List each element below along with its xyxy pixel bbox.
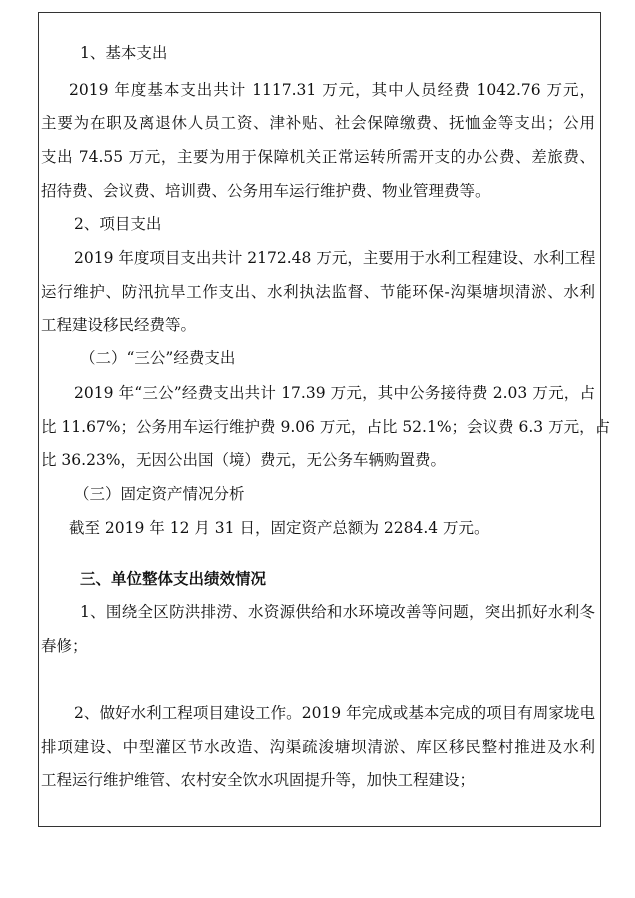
paragraph-line: 主要为在职及离退休人员工资、津补贴、社会保障缴费、抚恤金等支出；公用	[41, 114, 595, 132]
paragraph-line: 春修；	[41, 637, 88, 655]
heading-overall-performance: 三、单位整体支出绩效情况	[80, 569, 267, 588]
paragraph-line: 2019 年度项目支出共计 2172.48 万元，主要用于水利工程建设、水利工程	[74, 249, 596, 267]
paragraph-line: 工程运行维护维管、农村安全饮水巩固提升等，加快工程建设；	[41, 771, 476, 789]
section-title-project-expenditure: 2、项目支出	[74, 215, 162, 233]
section-title-fixed-assets: （三）固定资产情况分析	[74, 485, 245, 503]
section-title-three-public: （二）“三公”经费支出	[80, 349, 236, 367]
paragraph-line: 招待费、会议费、培训费、公务用车运行维护费、物业管理费等。	[41, 182, 491, 200]
paragraph-line: 支出 74.55 万元，主要为用于保障机关正常运转所需开支的办公费、差旅费、	[41, 148, 595, 166]
paragraph-line: 2019 年“三公”经费支出共计 17.39 万元，其中公务接待费 2.03 万元，占	[74, 384, 595, 402]
paragraph-line: 2019 年度基本支出共计 1117.31 万元，其中人员经费 1042.76 万元，	[69, 81, 595, 99]
paragraph-line: 2、做好水利工程项目建设工作。2019 年完成或基本完成的项目有周家垅电	[74, 704, 595, 722]
paragraph-line: 运行维护、防汛抗旱工作支出、水利执法监督、节能环保-沟渠塘坝清淤、水利	[41, 283, 595, 301]
paragraph-line: 截至 2019 年 12 月 31 日，固定资产总额为 2284.4 万元。	[69, 519, 490, 537]
paragraph-line: 排项建设、中型灌区节水改造、沟渠疏浚塘坝清淤、库区移民整村推进及水利	[41, 738, 595, 756]
paragraph-line: 比 36.23%，无因公出国（境）费元，无公务车辆购置费。	[41, 451, 447, 469]
paragraph-line: 比 11.67%；公务用车运行维护费 9.06 万元，占比 52.1%；会议费 6.3 万元，占	[41, 418, 611, 436]
paragraph-line: 1、围绕全区防洪排涝、水资源供给和水环境改善等问题，突出抓好水利冬	[80, 603, 595, 621]
section-title-basic-expenditure: 1、基本支出	[80, 44, 168, 62]
paragraph-line: 工程建设移民经费等。	[41, 316, 197, 334]
